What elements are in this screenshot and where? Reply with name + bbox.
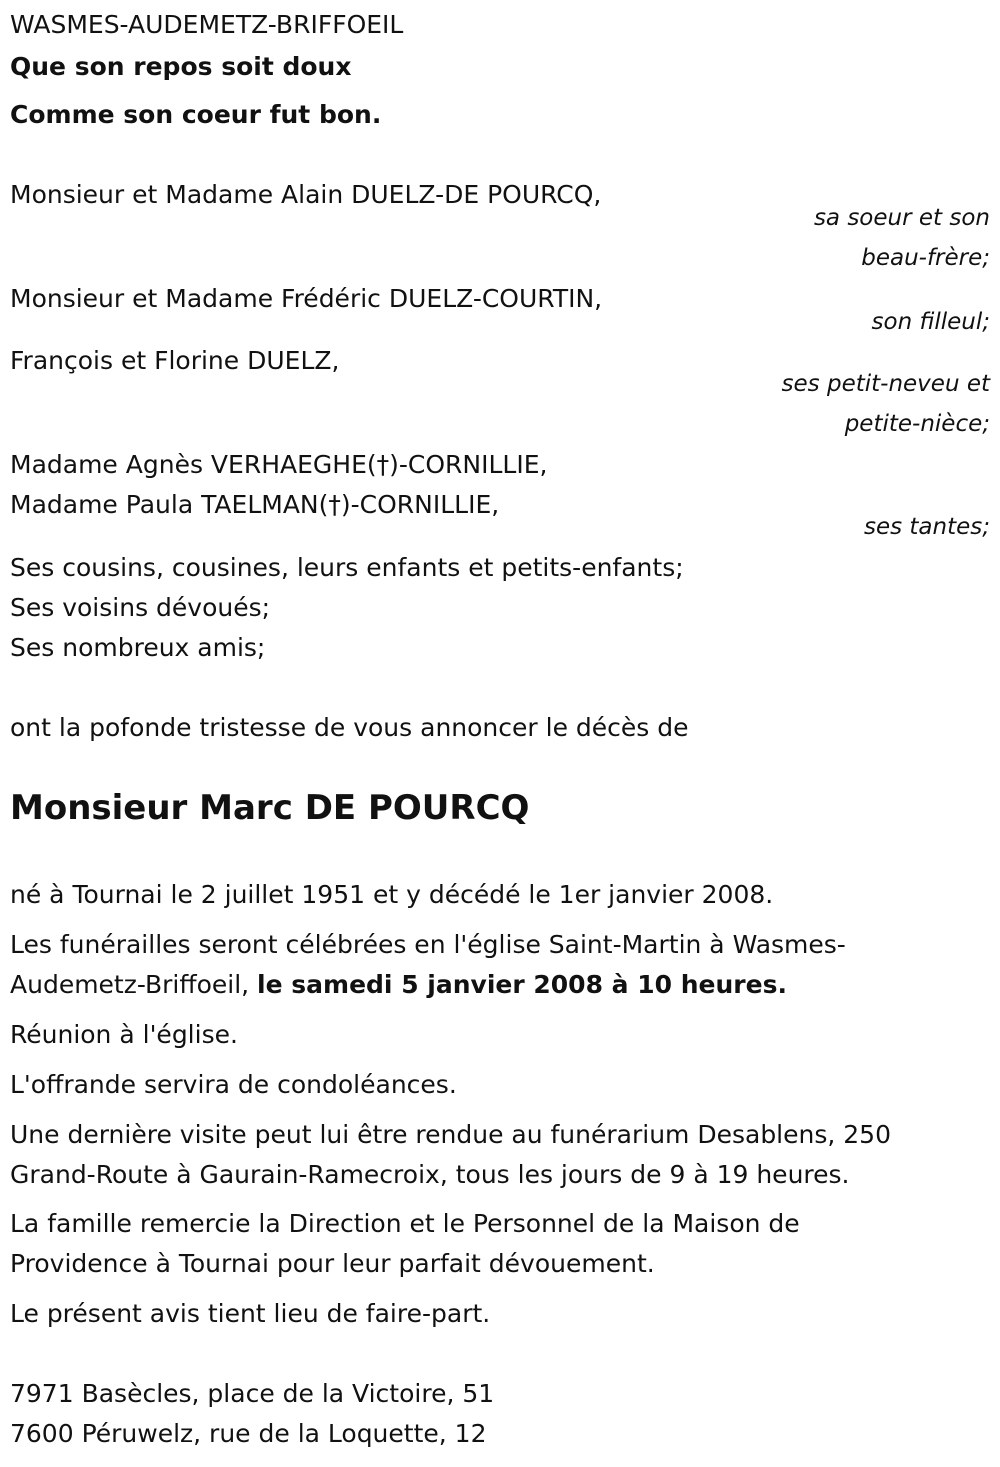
header-location: WASMES-AUDEMETZ-BRIFFOEIL bbox=[10, 10, 404, 39]
meeting: Réunion à l'église. bbox=[10, 1020, 238, 1049]
offering: L'offrande servira de condoléances. bbox=[10, 1070, 457, 1099]
visit-line-1: Une dernière visite peut lui être rendue au funérarium Desablens, 250 bbox=[10, 1120, 891, 1149]
notice: Le présent avis tient lieu de faire-part. bbox=[10, 1299, 491, 1328]
family-relation-1b: beau-frère; bbox=[861, 245, 990, 271]
thanks-line-2: Providence à Tournai pour leur parfait dévouement. bbox=[10, 1249, 655, 1278]
family-name-5: Madame Paula TAELMAN(†)-CORNILLIE, bbox=[10, 490, 500, 519]
others-neighbours: Ses voisins dévoués; bbox=[10, 593, 271, 622]
funeral-date: le samedi 5 janvier 2008 à 10 heures. bbox=[257, 970, 787, 999]
announcement: ont la pofonde tristesse de vous annoncer le décès de bbox=[10, 713, 689, 742]
visit-line-2: Grand-Route à Gaurain-Ramecroix, tous les jours de 9 à 19 heures. bbox=[10, 1160, 850, 1189]
motto-line-1: Que son repos soit doux bbox=[10, 52, 352, 81]
birth-death: né à Tournai le 2 juillet 1951 et y décédé le 1er janvier 2008. bbox=[10, 880, 774, 909]
family-name-1: Monsieur et Madame Alain DUELZ-DE POURCQ, bbox=[10, 180, 602, 209]
others-friends: Ses nombreux amis; bbox=[10, 633, 266, 662]
deceased-name: Monsieur Marc DE POURCQ bbox=[10, 788, 530, 828]
motto-line-2: Comme son coeur fut bon. bbox=[10, 100, 382, 129]
family-name-3: François et Florine DUELZ, bbox=[10, 346, 340, 375]
funeral-line-2 bbox=[10, 972, 787, 997]
address-1: 7971 Basècles, place de la Victoire, 51 bbox=[10, 1379, 495, 1408]
family-name-2: Monsieur et Madame Frédéric DUELZ-COURTIN, bbox=[10, 284, 603, 313]
others-cousins: Ses cousins, cousines, leurs enfants et petits-enfants; bbox=[10, 553, 684, 582]
family-relation-2: son filleul; bbox=[871, 309, 990, 335]
thanks-line-1: La famille remercie la Direction et le Personnel de la Maison de bbox=[10, 1209, 800, 1238]
family-relation-3a: ses petit-neveu et bbox=[781, 371, 990, 397]
funeral-place: Audemetz-Briffoeil, bbox=[10, 970, 258, 999]
family-relation-5: ses tantes; bbox=[863, 514, 990, 540]
funeral-line-1: Les funérailles seront célébrées en l'église Saint-Martin à Wasmes- bbox=[10, 930, 846, 959]
family-relation-3b: petite-nièce; bbox=[844, 411, 990, 437]
family-name-4: Madame Agnès VERHAEGHE(†)-CORNILLIE, bbox=[10, 450, 548, 479]
address-2: 7600 Péruwelz, rue de la Loquette, 12 bbox=[10, 1419, 487, 1448]
family-relation-1a: sa soeur et son bbox=[813, 205, 990, 231]
